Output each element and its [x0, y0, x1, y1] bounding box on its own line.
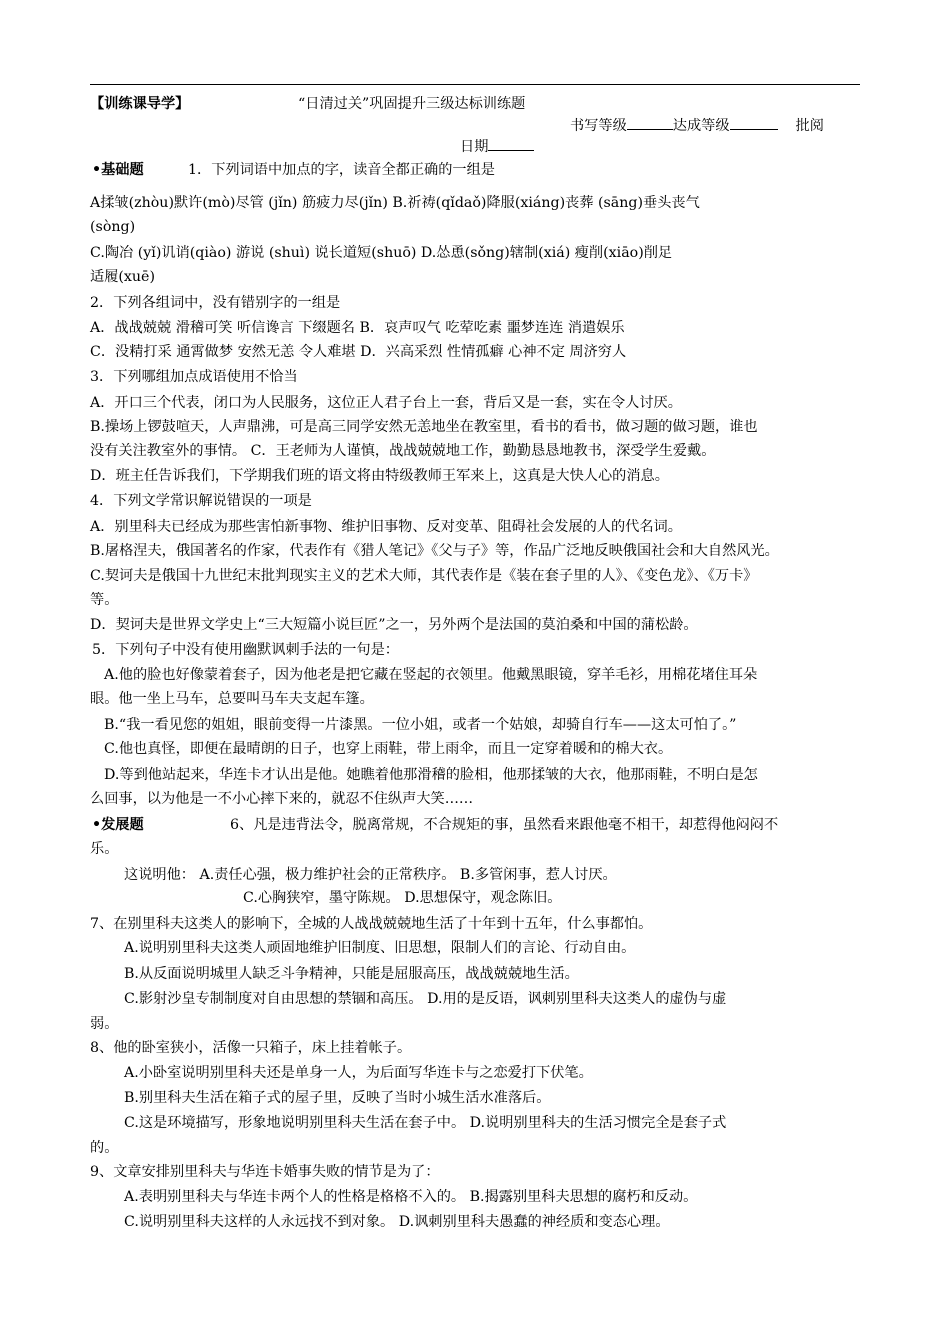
q7-stem: 7、在别里科夫这类人的影响下，全城的人战战兢兢地生活了十年到十五年，什么事都怕。	[90, 916, 653, 932]
header-tag: 【训练课导学】	[90, 96, 190, 112]
q5-line: B.“我一看见您的姐姐，眼前变得一片漆黑。一位小姐，或者一个姑娘，却骑自行车——这太可怕了。”	[104, 717, 737, 733]
date-label: 日期	[460, 139, 489, 155]
q2-line: C．没精打采 通霄做梦 安然无恙 令人难堪 D．兴高采烈 性情孤癖 心神不定 周济穷人	[90, 344, 627, 360]
q3-line: 没有关注教室外的事情。 C．王老师为人谨慎，战战兢兢地工作，勤勤恳恳地教书，深受学生爱戴。	[90, 443, 716, 459]
q6-line: C.心胸狭窄，墨守陈规。 D.思想保守，观念陈旧。	[243, 890, 562, 906]
q5-line: C.他也真怪，即便在最晴朗的日子，也穿上雨鞋，带上雨伞，而且一定穿着暖和的棉大衣。	[104, 741, 673, 757]
section-develop: •发展题	[92, 817, 144, 833]
q7-line: 弱。	[90, 1016, 119, 1032]
top-rule	[90, 84, 860, 85]
q5-line: A.他的脸也好像蒙着套子，因为他老是把它藏在竖起的衣领里。他戴黑眼镜，穿羊毛衫，用棉花堵住耳朵	[104, 667, 758, 683]
q8-line: C.这是环境描写，形象地说明别里科夫生活在套子中。 D.说明别里科夫的生活习惯完全是套子式	[124, 1115, 727, 1131]
q4-line: 等。	[90, 592, 119, 608]
q3-line: D．班主任告诉我们，下学期我们班的语文将由特级教师王军来上，这真是大快人心的消息。	[90, 468, 669, 484]
q7-line: A.说明别里科夫这类人顽固地维护旧制度、旧思想，限制人们的言论、行动自由。	[124, 940, 636, 956]
q1-line: C.陶冶 (yǐ)讥诮(qiào) 游说 (shuì) 说长道短(shuō) D.怂恿(sǒng)辖制(xiá) 瘦削(xiāo)削足	[90, 245, 673, 261]
writing-grade-label: 书写等级	[570, 118, 627, 134]
q1-line: 适履(xuē)	[90, 269, 155, 285]
q6-line: 乐。	[90, 841, 119, 857]
q2-stem: 2．下列各组词中，没有错别字的一组是	[90, 295, 341, 311]
date-blank[interactable]	[488, 136, 534, 151]
q5-stem: 5．下列句子中没有使用幽默讽刺手法的一句是：	[92, 642, 399, 658]
writing-grade-blank[interactable]	[627, 115, 673, 130]
q7-line: C.影射沙皇专制制度对自由思想的禁锢和高压。 D.用的是反语，讽刺别里科夫这类人的虚伪与虚	[124, 991, 727, 1007]
q9-line: A.表明别里科夫与华连卡两个人的性格是格格不入的。 B.揭露别里科夫思想的腐朽和反动。	[124, 1189, 698, 1205]
q9-line: C.说明别里科夫这样的人永远找不到对象。 D.讽刺别里科夫愚蠢的神经质和变态心理。	[124, 1214, 670, 1230]
q1-stem: 1．下列词语中加点的字，读音全都正确的一组是	[188, 162, 495, 178]
q2-line: A．战战兢兢 滑稽可笑 听信谗言 下缀题名 B．哀声叹气 吃荤吃素 噩梦连连 消遣娱乐	[90, 320, 625, 336]
q3-stem: 3．下列哪组加点成语使用不恰当	[90, 369, 298, 385]
q8-stem: 8、他的卧室狭小，活像一只箱子，床上挂着帐子。	[90, 1040, 412, 1056]
q5-line: 眼。他一坐上马车，总要叫马车夫支起车篷。	[90, 691, 374, 707]
achieve-grade-label: 达成等级	[672, 118, 730, 134]
q4-line: D．契诃夫是世界文学史上“三大短篇小说巨匠”之一，另外两个是法国的莫泊桑和中国的蒲松龄。	[90, 617, 698, 633]
q3-line: A．开口三个代表，闭口为人民服务，这位正人君子台上一套，背后又是一套，实在令人讨厌。	[90, 395, 682, 411]
q4-line: B.屠格涅夫，俄国著名的作家，代表作有《猎人笔记》《父与子》等，作品广泛地反映俄国社会和大自然风光。	[90, 543, 779, 559]
q4-stem: 4．下列文学常识解说错误的一项是	[90, 493, 312, 509]
review-label: 批阅	[795, 118, 824, 134]
q9-stem: 9、文章安排别里科夫与华连卡婚事失败的情节是为了：	[90, 1164, 440, 1180]
q6-line: 这说明他： A.责任心强，极力维护社会的正常秩序。 B.多管闲事，惹人讨厌。	[124, 867, 617, 883]
q8-line: A.小卧室说明别里科夫还是单身一人，为后面写华连卡与之恋爱打下伏笔。	[124, 1065, 593, 1081]
q5-line: 么回事，以为他是一不小心摔下来的，就忍不住纵声大笑……	[90, 791, 474, 807]
date-line	[460, 136, 534, 157]
grade-line	[570, 115, 824, 136]
q8-line: 的。	[90, 1140, 119, 1156]
q4-line: A．别里科夫已经成为那些害怕新事物、维护旧事物、反对变革、阻碍社会发展的人的代名词。	[90, 519, 682, 535]
q4-line: C.契诃夫是俄国十九世纪末批判现实主义的艺术大师，其代表作是《装在套子里的人》、《变色龙》、《万卡》	[90, 568, 758, 584]
q5-line: D.等到他站起来，华连卡才认出是他。她瞧着他那滑稽的脸相，他那揉皱的大衣，他那雨鞋，不明白是怎	[104, 767, 758, 783]
q6-stem: 6、凡是违背法令，脱离常规，不合规矩的事，虽然看来跟他毫不相干，却惹得他闷闷不	[230, 817, 779, 833]
q3-line: B.操场上锣鼓喧天，人声鼎沸，可是高三同学安然无恙地坐在教室里，看书的看书，做习题的做习题，谁也	[90, 419, 758, 435]
page-title: “日清过关”巩固提升三级达标训练题	[298, 96, 526, 112]
q8-line: B.别里科夫生活在箱子式的屋子里，反映了当时小城生活水准落后。	[124, 1090, 551, 1106]
section-basic: •基础题	[92, 162, 144, 178]
achieve-grade-blank[interactable]	[730, 115, 778, 130]
q7-line: B.从反面说明城里人缺乏斗争精神，只能是屈服高压，战战兢兢地生活。	[124, 966, 579, 982]
q1-line: A揉皱(zhòu)默许(mò)尽管 (jǐn) 筋疲力尽(jǐn) B.祈祷(qǐdaǒ)降服(xiáng)丧葬 (sāng)垂头丧气	[90, 195, 700, 211]
q1-line: (sòng)	[90, 219, 136, 235]
